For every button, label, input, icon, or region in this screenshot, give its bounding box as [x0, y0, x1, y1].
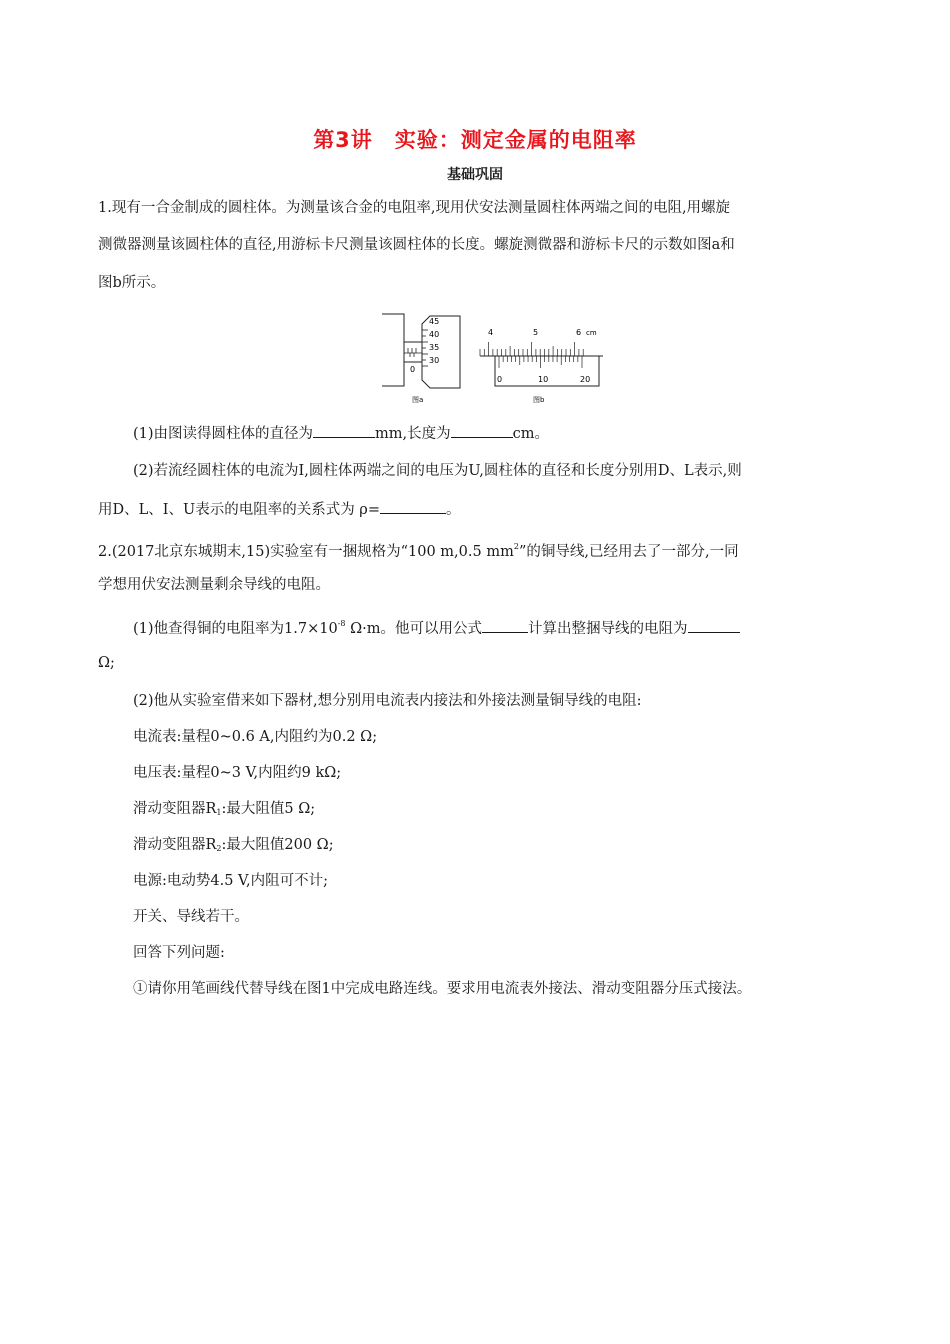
q1-part2-suffix: 。 [445, 502, 461, 518]
q2-text-line-2: 学想用伏安法测量剩余导线的电阻。 [98, 577, 330, 593]
r1-prefix: 滑动变阻器R [133, 801, 217, 817]
q2-part2: (2)他从实验室借来如下器材,想分别用电流表内接法和外接法测量铜导线的电阻: [133, 693, 642, 709]
caliper-vernier-label: 0 [497, 375, 503, 384]
item-rheostat-r1 [133, 799, 315, 823]
q1-part2-prefix: 用D、L、I、U表示的电阻率的关系式为 ρ= [98, 502, 380, 518]
q1-text-line-2: 测微器测量该圆柱体的直径,用游标卡尺测量该圆柱体的长度。螺旋测微器和游标卡尺的示数如图a和 [98, 237, 735, 253]
length-answer-blank[interactable] [451, 423, 513, 438]
q2-part1-superscript: -8 [337, 619, 346, 628]
micrometer-figure [382, 314, 460, 404]
formula-answer-blank[interactable] [482, 618, 528, 633]
caliper-main-label: 4 [488, 328, 494, 337]
page-title: 第3讲 实验：测定金属的电阻率 [313, 128, 637, 152]
q1-part1-suffix: cm。 [512, 426, 550, 442]
q2-text-line-1 [98, 537, 739, 562]
micrometer-tick-label: 40 [429, 330, 440, 339]
caliper-vernier-label: 10 [538, 375, 549, 384]
micrometer-tick-label: 35 [429, 343, 440, 352]
q1-part2-line-1: (2)若流经圆柱体的电流为I,圆柱体两端之间的电压为U,圆柱体的直径和长度分别用D、L表示,则 [133, 463, 742, 479]
section-subtitle: 基础巩固 [447, 167, 503, 183]
figure-a-caption: 图a [412, 396, 424, 404]
task-1: ①请你用笔画线代替导线在图1中完成电路连线。要求用电流表外接法、滑动变阻器分压式接法。 [133, 981, 752, 997]
q1-part2-line-2 [98, 499, 460, 520]
diameter-answer-blank[interactable] [313, 423, 375, 438]
micrometer-zero-label: 0 [410, 365, 416, 374]
item-ammeter: 电流表:量程0~0.6 A,内阻约为0.2 Ω; [133, 729, 378, 745]
r2-suffix: :最大阻值200 Ω; [221, 837, 334, 853]
figure-b-caption: 图b [533, 396, 545, 404]
resistivity-answer-blank[interactable] [380, 499, 446, 514]
q2-part1-middle: Ω·m。他可以用公式 [345, 621, 482, 637]
q2-part1-middle-2: 计算出整捆导线的电阻为 [528, 621, 688, 637]
q2-line1-prefix: 2.(2017北京东城期末,15)实验室有一捆规格为“100 m,0.5 mm [98, 544, 514, 560]
q1-text-line-3: 图b所示。 [98, 275, 166, 291]
q1-part1-prefix: (1)由图读得圆柱体的直径为 [133, 426, 314, 442]
q1-text-line-1: 1.现有一合金制成的圆柱体。为测量该合金的电阻率,现用伏安法测量圆柱体两端之间的电阻,用螺旋 [98, 200, 731, 216]
micrometer-tick-label: 45 [429, 317, 440, 326]
r1-subscript: 1 [216, 808, 222, 817]
q2-part1-prefix: (1)他查得铜的电阻率为1.7×10 [133, 621, 338, 637]
caliper-unit-label: cm [586, 329, 597, 337]
caliper-figure [480, 328, 603, 404]
q2-line1-suffix: ”的铜导线,已经用去了一部分,一同 [518, 544, 739, 560]
item-rheostat-r2 [133, 835, 334, 859]
q2-part1-unit: Ω; [98, 655, 115, 671]
item-power-source: 电源:电动势4.5 V,内阻可不计; [133, 873, 328, 889]
q1-part1-middle: mm,长度为 [375, 426, 451, 442]
q1-part1 [133, 423, 549, 444]
caliper-main-label: 6 [576, 328, 582, 337]
caliper-vernier-label: 20 [580, 375, 591, 384]
q2-part1 [133, 614, 740, 639]
item-switch: 开关、导线若干。 [133, 909, 249, 925]
q1-figure [378, 312, 608, 408]
r1-suffix: :最大阻值5 Ω; [221, 801, 316, 817]
item-voltmeter: 电压表:量程0~3 V,内阻约9 kΩ; [133, 765, 342, 781]
micrometer-tick-label: 30 [429, 356, 440, 365]
answer-prompt: 回答下列问题: [133, 945, 225, 961]
q2-line1-superscript: 2 [513, 542, 519, 551]
caliper-main-label: 5 [533, 328, 539, 337]
r2-subscript: 2 [216, 844, 222, 853]
resistance-answer-blank[interactable] [688, 618, 740, 633]
r2-prefix: 滑动变阻器R [133, 837, 217, 853]
